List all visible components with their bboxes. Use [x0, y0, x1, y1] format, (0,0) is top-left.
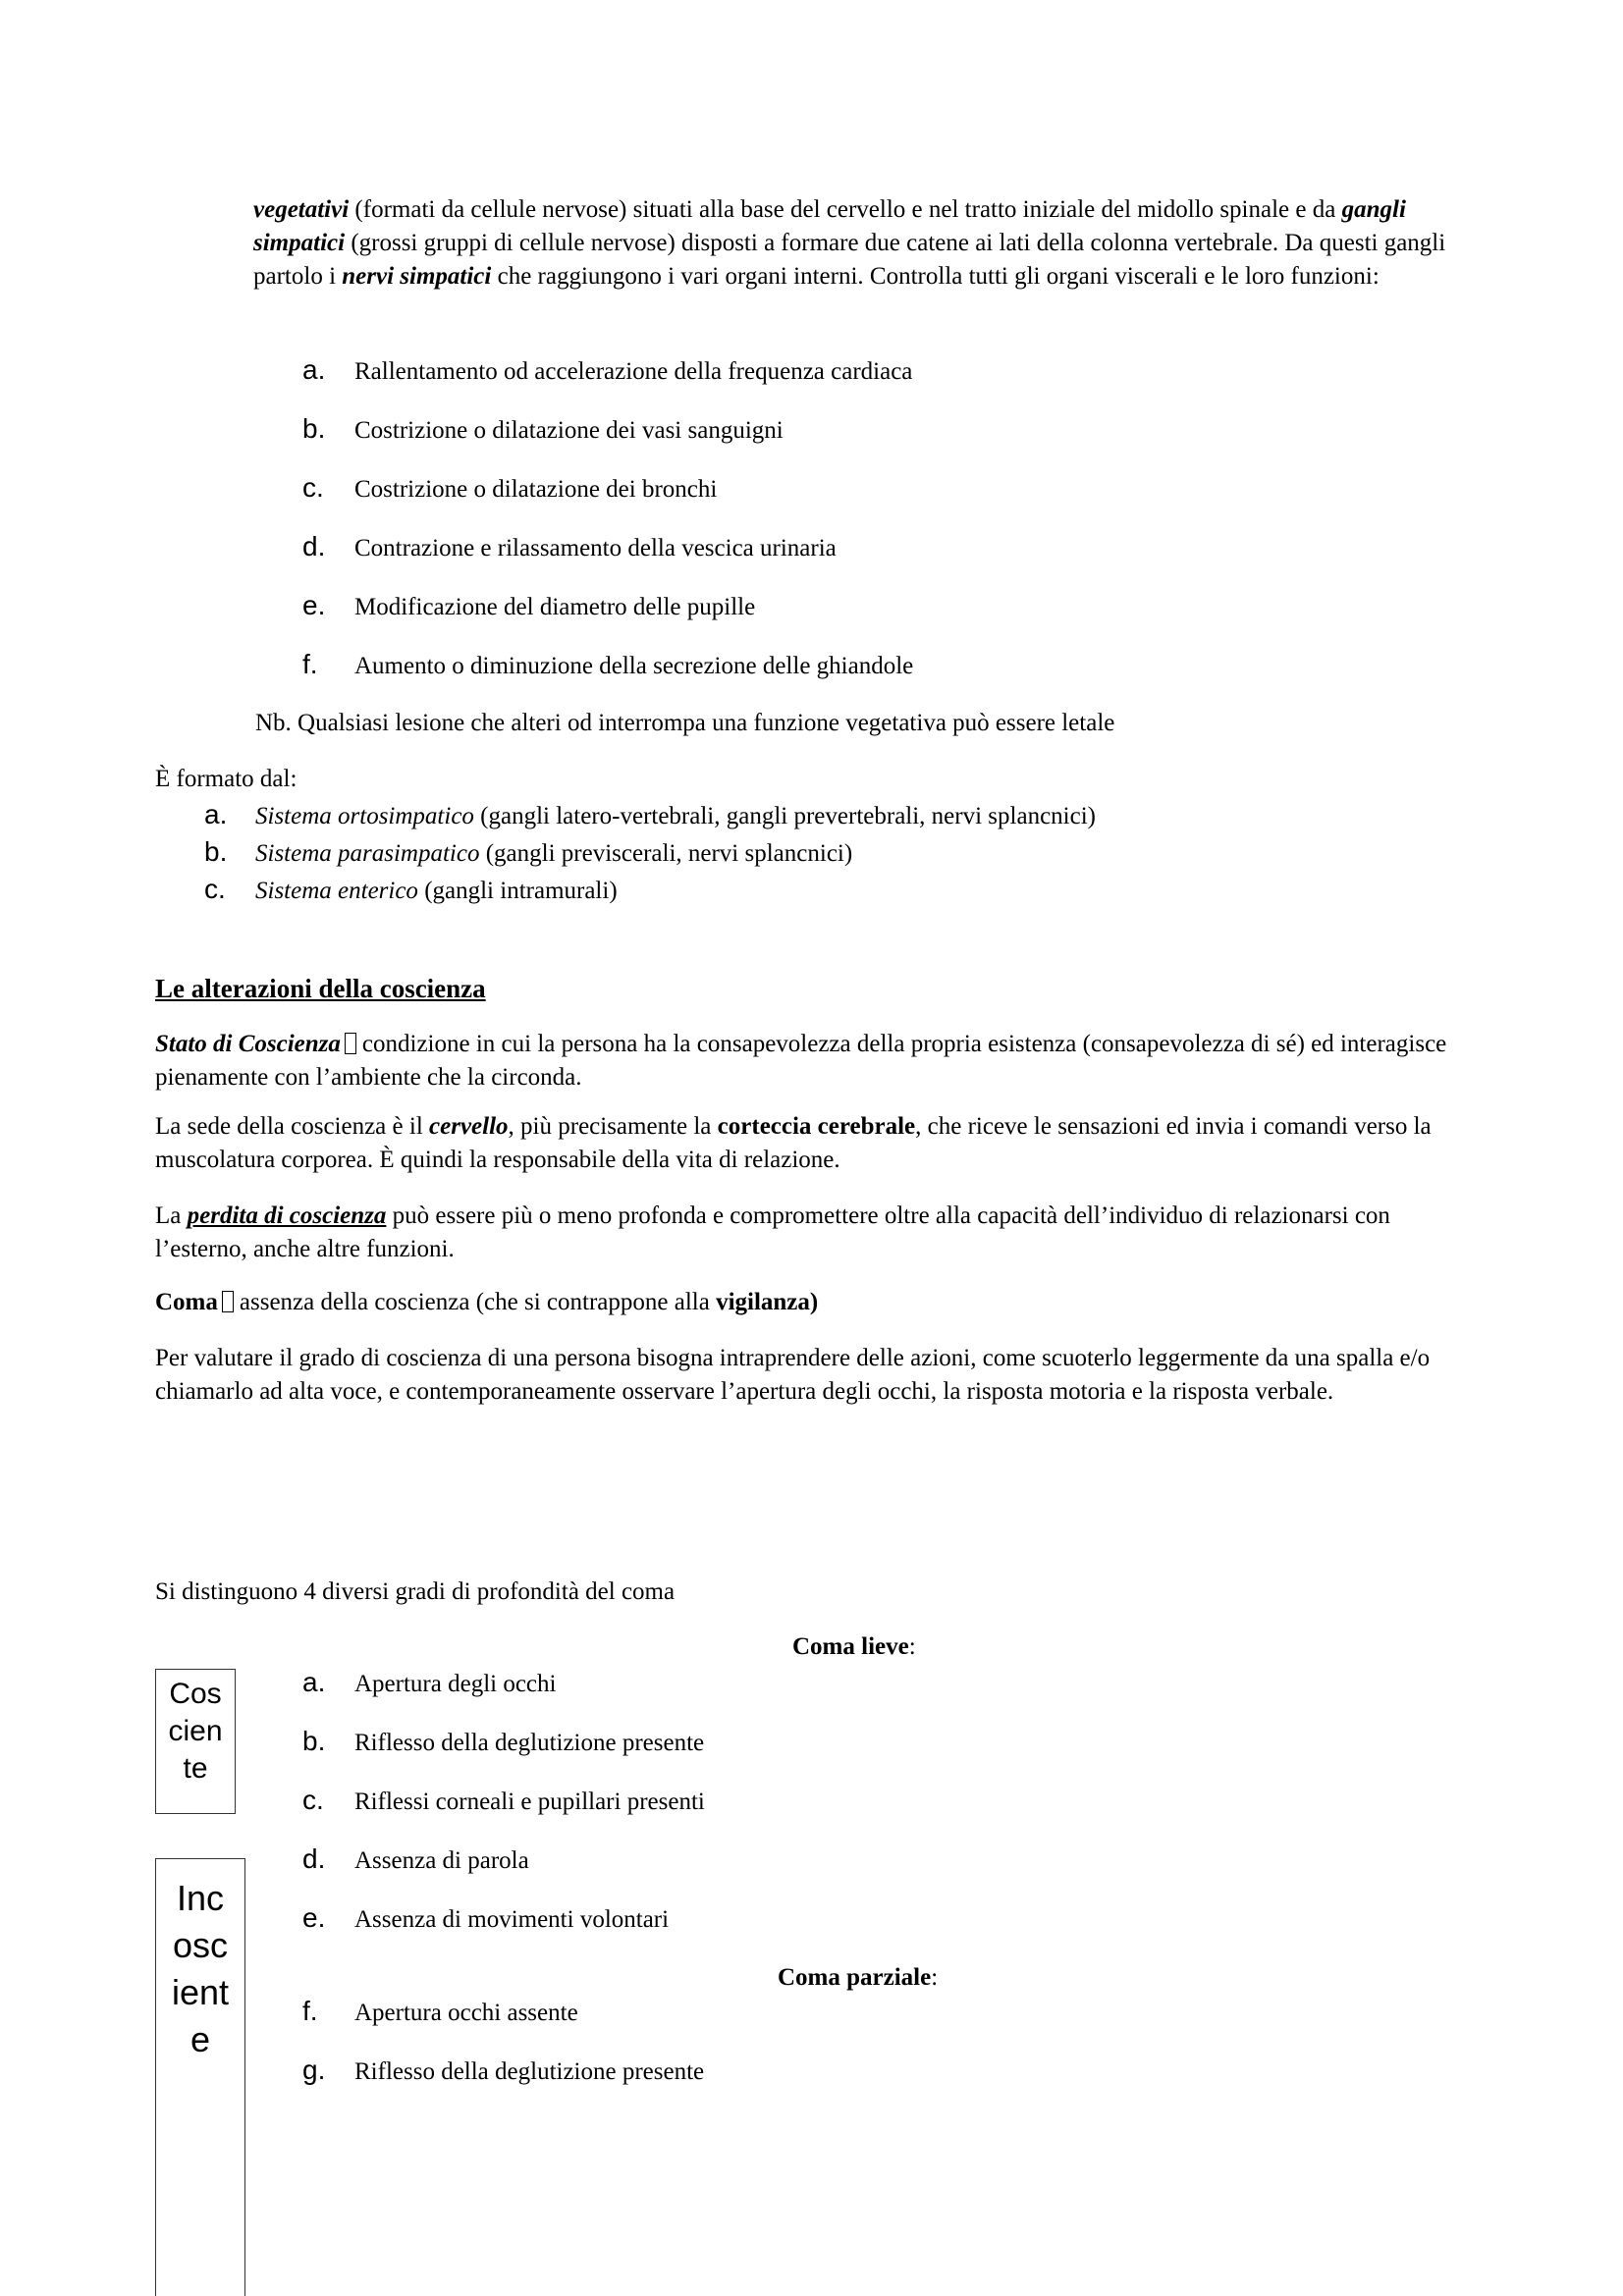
list-marker: c. [204, 874, 226, 904]
list-marker: a. [302, 1667, 326, 1697]
list-item-text [255, 875, 618, 908]
coma-parziale-label: Coma parziale [778, 1964, 932, 1991]
term-coma: Coma [155, 1289, 218, 1315]
box-text: Inc [176, 1878, 225, 1918]
list-item-text: Riflessi corneali e pupillari presenti [354, 1789, 705, 1815]
coma-lieve-label: Coma lieve [792, 1633, 909, 1660]
paragraph-perdita-coscienza [155, 1200, 1481, 1266]
coma-parziale-title [778, 1961, 938, 1995]
paragraph-text: La [155, 1202, 188, 1229]
term-perdita-coscienza: perdita di coscienza [187, 1202, 387, 1229]
paragraph-text: La sede della coscienza è il [155, 1113, 430, 1140]
term-nervi-simpatici: nervi simpatici [342, 263, 492, 290]
term-gangli-simpatici: gangli simpatici [253, 196, 1406, 256]
system-detail: (gangli previscerali, nervi splancnici) [479, 840, 853, 867]
system-name: Sistema ortosimpatico [255, 803, 474, 829]
list-item-text: Aumento o diminuzione della secrezione delle ghiandole [354, 653, 914, 679]
list-marker: a. [204, 799, 228, 829]
list-marker: b. [302, 413, 326, 444]
list-item-text: Contrazione e rilassamento della vescica urinaria [354, 535, 837, 561]
box-text: cien [168, 1715, 223, 1747]
term-vegetativi: vegetativi [253, 196, 350, 223]
intro-text-1: (formati da cellule nervose) situati alla base del cervello e nel tratto iniziale del midollo spinale e da [349, 196, 1342, 223]
intro-paragraph [253, 193, 1481, 294]
intro-text-2: (grossi gruppi di cellule nervose) disposti a formare due catene ai lati della colonna vertebrale. Da questi gangli partolo i [253, 230, 1446, 290]
system-detail: (gangli latero-vertebrali, gangli prevertebrali, nervi splancnici) [473, 803, 1096, 829]
list-marker: e. [302, 590, 326, 620]
list-marker: f. [302, 1996, 318, 2026]
list-item-text: Costrizione o dilatazione dei bronchi [354, 476, 718, 503]
list-marker: c. [302, 1785, 324, 1815]
list-marker: c. [302, 472, 324, 503]
paragraph-text: assenza della coscienza (che si contrappone alla [239, 1289, 717, 1315]
colon: : [908, 1633, 916, 1660]
list-item-text: Modificazione del diametro delle pupille [354, 594, 756, 620]
cosciente-box [155, 1669, 236, 1814]
grades-intro: Si distinguono 4 diversi gradi di profondità del coma [155, 1578, 676, 1605]
paragraph-text: può essere più o meno profonda e compromettere oltre alla capacità dell’individuo di relazionarsi con l’esterno, anche altre funzioni. [155, 1202, 1390, 1262]
box-text: ient [171, 1972, 230, 2012]
system-detail: (gangli intramurali) [417, 878, 618, 904]
list-item-text: Apertura occhi assente [354, 2000, 578, 2026]
list-item-text: Riflesso della deglutizione presente [354, 1730, 705, 1756]
paragraph-text: , più precisamente la [508, 1113, 718, 1140]
arrow-icon [345, 1033, 356, 1054]
paragraph-valutazione: Per valutare il grado di coscienza di una persona bisogna intraprendere delle azioni, come scuoterlo leggermente da una spalla e/o chiamarlo ad alta voce, e contemporaneamente osservare l’apertura degli occhi, la risposta motoria e la risposta verbale. [155, 1345, 1431, 1405]
colon: : [931, 1964, 939, 1991]
list-item-text: Rallentamento od accelerazione della frequenza cardiaca [354, 358, 913, 385]
term-cervello: cervello [429, 1113, 509, 1140]
paragraph-stato-coscienza [155, 1028, 1481, 1095]
list-marker: e. [302, 1902, 326, 1933]
list-marker: d. [302, 531, 326, 561]
list-item-text: Assenza di movimenti volontari [354, 1906, 670, 1933]
paragraph-coma [155, 1286, 1481, 1319]
list-item-text: Riflesso della deglutizione presente [354, 2058, 705, 2085]
list-marker: f. [302, 649, 318, 679]
box-text: e [189, 2019, 211, 2059]
list-marker: b. [204, 836, 228, 867]
list-marker: b. [302, 1726, 326, 1756]
box-text: osc [172, 1925, 229, 1965]
list-item-text: Assenza di parola [354, 1847, 529, 1874]
paragraph-text: condizione in cui la persona ha la consapevolezza della propria esistenza (consapevolezza di sé) ed interagisce pienamente con l’ambiente che la circonda. [155, 1031, 1447, 1091]
paragraph-text: ) [809, 1289, 819, 1315]
term-corteccia-cerebrale: corteccia cerebrale [717, 1113, 916, 1140]
term-stato-coscienza: Stato di Coscienza [155, 1031, 341, 1057]
box-text: Cos [169, 1678, 222, 1710]
list-item-text: Costrizione o dilatazione dei vasi sanguigni [354, 417, 784, 444]
term-vigilanza: vigilanza [716, 1289, 810, 1315]
system-name: Sistema enterico [255, 878, 418, 904]
list-item-text [255, 800, 1096, 833]
arrow-icon [222, 1291, 234, 1312]
paragraph-text: , che riceve le sensazioni ed invia i comandi verso la muscolatura corporea. È quindi la responsabile della vita di relazione. [155, 1113, 1432, 1173]
list-marker: a. [302, 354, 326, 385]
section-heading: Le alterazioni della coscienza [155, 974, 486, 1003]
box-text: te [183, 1752, 208, 1785]
coma-lieve-title [792, 1630, 916, 1664]
list-item-text: Apertura degli occhi [354, 1671, 557, 1697]
paragraph-sede-coscienza [155, 1110, 1481, 1177]
list-item-text [255, 837, 852, 871]
incosciente-box [155, 1858, 245, 2296]
list-marker: g. [302, 2055, 326, 2085]
formed-title: È formato dal: [155, 766, 298, 792]
list-marker: d. [302, 1843, 326, 1874]
intro-text-3: che raggiungono i vari organi interni. Controlla tutti gli organi viscerali e le loro funzioni: [491, 263, 1380, 290]
system-name: Sistema parasimpatico [255, 840, 480, 867]
nb-note: Nb. Qualsiasi lesione che alteri od interrompa una funzione vegetativa può essere letale [255, 710, 1115, 736]
